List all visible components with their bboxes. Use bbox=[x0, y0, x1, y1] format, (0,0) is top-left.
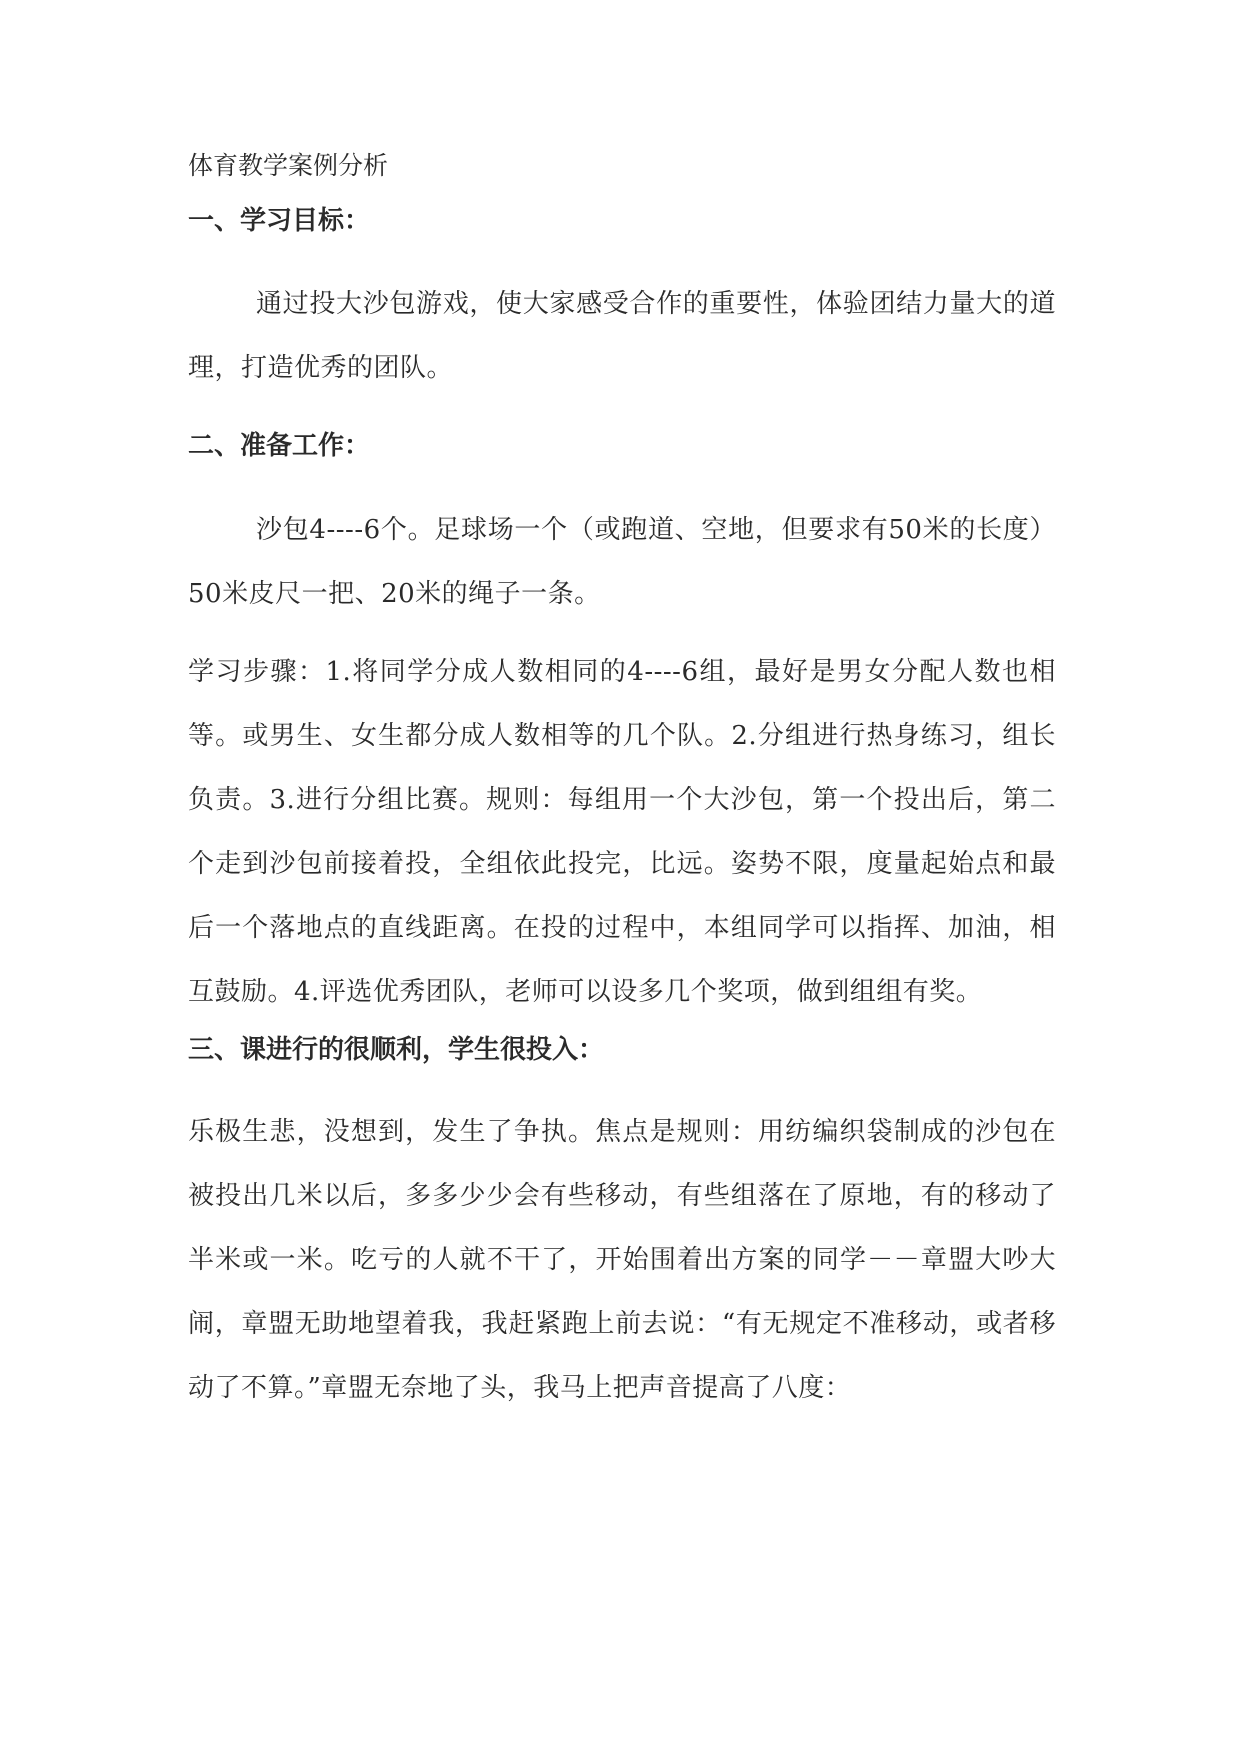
preparation-paragraph: 沙包4----6个。足球场一个（或跑道、空地，但要求有50米的长度）50米皮尺一把、20米的绳子一条。 bbox=[188, 515, 1056, 609]
section-heading-learning-goals: 一、学习目标： bbox=[188, 206, 371, 236]
document-title: 体育教学案例分析 bbox=[188, 151, 389, 180]
section-heading-class-progress: 三、课进行的很顺利，学生很投入： bbox=[188, 1035, 605, 1065]
class-progress-paragraph: 乐极生悲，没想到，发生了争执。焦点是规则：用纺编织袋制成的沙包在被投出几米以后，多多少少会有些移动，有些组落在了原地，有的移动了半米或一米。吃亏的人就不干了，开始围着出方案的同学－－章盟大吵大闹，章盟无助地望着我，我赶紧跑上前去说：“有无规定不准移动，或者移动了不算。”章盟无奈地了头，我马上把声音提高了八度： bbox=[188, 1117, 1056, 1403]
learning-steps-paragraph: 学习步骤：1.将同学分成人数相同的4----6组，最好是男女分配人数也相等。或男生、女生都分成人数相等的几个队。2.分组进行热身练习，组长负责。3.进行分组比赛。规则：每组用一个大沙包，第一个投出后，第二个走到沙包前接着投，全组依此投完，比远。姿势不限，度量起始点和最后一个落地点的直线距离。在投的过程中，本组同学可以指挥、加油，相互鼓励。4.评选优秀团队，老师可以设多几个奖项，做到组组有奖。 bbox=[188, 657, 1056, 1007]
learning-goals-paragraph: 通过投大沙包游戏，使大家感受合作的重要性，体验团结力量大的道理，打造优秀的团队。 bbox=[188, 289, 1056, 383]
document-page bbox=[188, 0, 1056, 1754]
section-heading-preparation: 二、准备工作： bbox=[188, 431, 371, 461]
